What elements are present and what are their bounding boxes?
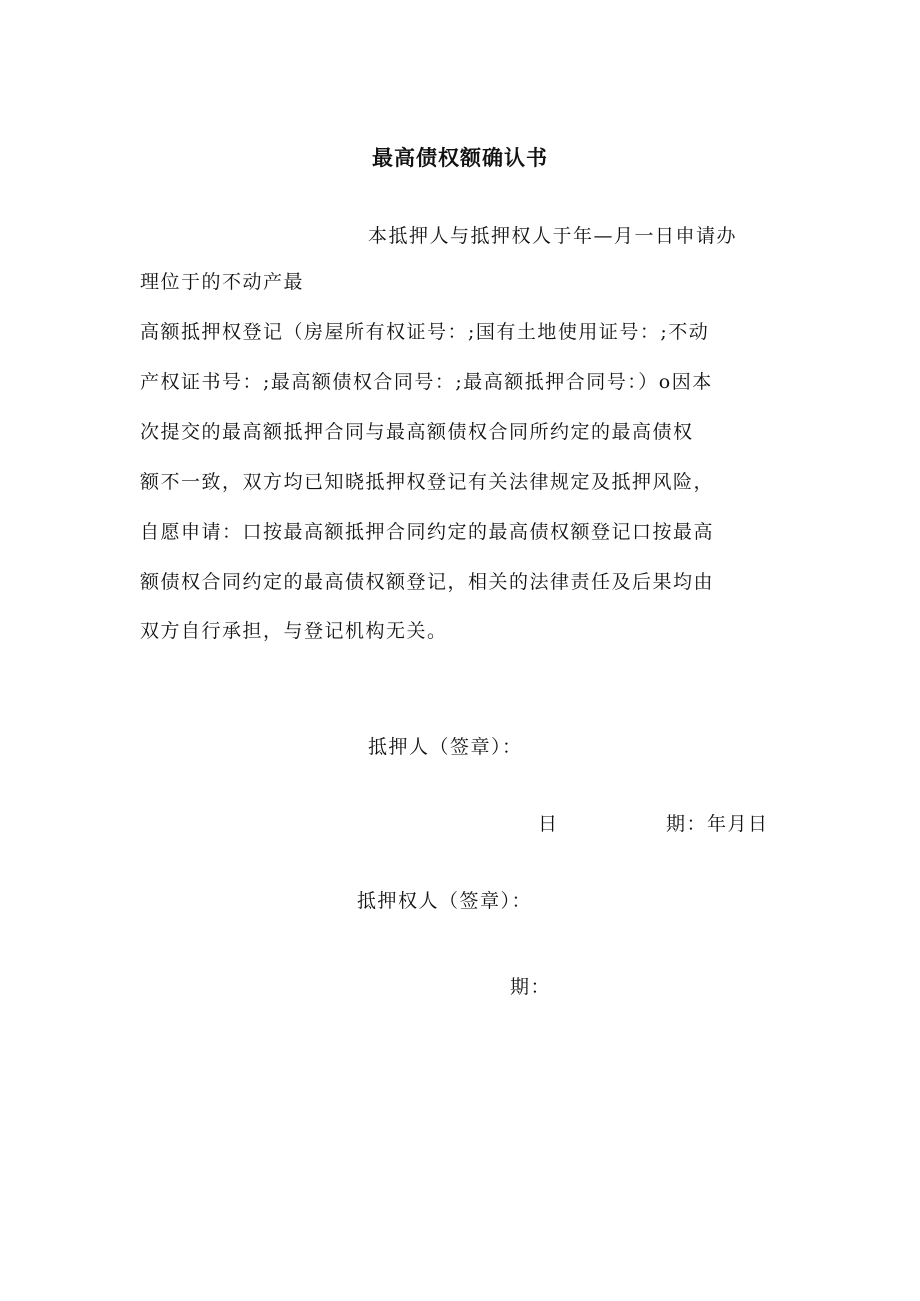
date-label-2: 期： [510,976,552,998]
paragraph-line-9: 双方自行承担，与登记机构无关。 [140,620,448,642]
date-label: 期：年月日 [666,813,769,835]
paragraph-line-2: 理位于的不动产最 [140,271,305,293]
date-label-ri: 日 [538,813,559,835]
paragraph-line-6: 额不一致，双方均已知晓抵押权登记有关法律规定及抵押风险， [140,471,715,493]
paragraph-line-5: 次提交的最高额抵押合同与最高额债权合同所约定的最高债权 [140,421,694,443]
document-title: 最高债权额确认书 [372,146,548,170]
paragraph-line-3: 高额抵押权登记（房屋所有权证号：;国有土地使用证号：;不动 [140,321,710,343]
paragraph-line-1: 本抵押人与抵押权人于年—月一日申请办 [368,225,738,247]
paragraph-line-8: 额债权合同约定的最高债权额登记，相关的法律责任及后果均由 [140,571,715,593]
paragraph-line-7: 自愿申请：口按最高额抵押合同约定的最高债权额登记口按最高 [140,521,715,543]
mortgagee-signature-label: 抵押权人（签章）： [357,890,533,912]
paragraph-line-4: 产权证书号：;最高额债权合同号：;最高额抵押合同号：）o因本 [140,371,713,393]
mortgagor-signature-label: 抵押人（签章）： [368,736,523,758]
